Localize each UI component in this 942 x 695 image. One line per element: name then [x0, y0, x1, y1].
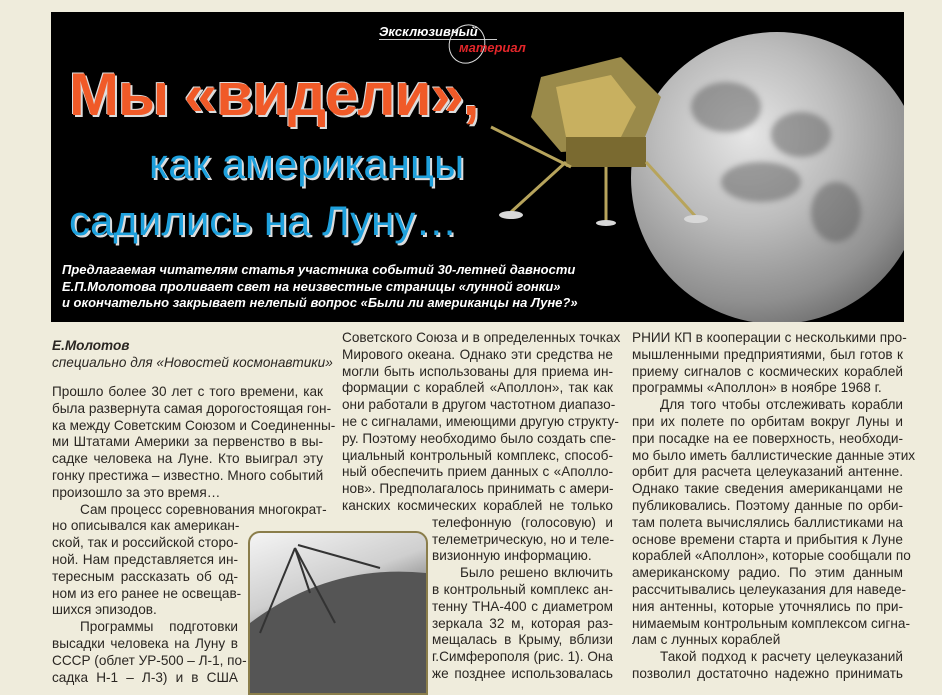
- text-line: Прошло более 30 лет с того времени, как: [52, 384, 323, 399]
- text-line: позволил достаточно надежно принимать: [632, 665, 903, 681]
- text-line: шихся эпизодов.: [52, 602, 157, 618]
- text-line: они работали в другом частотном диапазо-: [342, 397, 616, 413]
- text-line: Советского Союза и в определенных точках: [342, 330, 621, 345]
- text-line: тенну ТНА-400 с диаметром: [432, 598, 613, 614]
- text-line: Однако такие сведения американцами не: [632, 481, 903, 497]
- text-line: но описывался как американ-: [52, 518, 240, 534]
- text-line: Было решено включить: [460, 565, 613, 581]
- text-line: садка Н-1 – Л-3) и в США: [52, 669, 238, 685]
- text-line: тересным рассказать об од-: [52, 568, 238, 584]
- antenna-icon: [250, 533, 426, 693]
- text-line: РНИИ КП в кооперации с несколькими про-: [632, 330, 907, 345]
- text-line: зеркала 32 м, которая раз-: [432, 615, 613, 631]
- text-line: ния антенны, которые уточнялись по при-: [632, 598, 903, 614]
- text-line: произошло за это время…: [52, 484, 221, 500]
- text-line: мышленными предприятиями, был готов к: [632, 346, 903, 362]
- text-line: мещалась в Крыму, вблизи: [432, 632, 613, 648]
- text-line: основе времени старта и прибытия к Луне: [632, 531, 903, 547]
- badge-word-1: Эксклюзивный: [379, 24, 478, 39]
- text-line: была развернута самая дорогостоящая гон-: [52, 400, 332, 416]
- text-line: гонку престижа – известно. Много событий: [52, 467, 324, 483]
- text-line: Мирового океана. Однако эти средства не: [342, 346, 613, 362]
- text-line: формации с кораблей «Аполлон», так как: [342, 380, 613, 396]
- text-line: Для того чтобы отслеживать корабли: [660, 397, 903, 413]
- text-line: же позднее использовалась: [432, 665, 613, 681]
- text-line: при посадке на ее поверхность, необходи-: [632, 430, 903, 446]
- text-line: мо было иметь баллистические данные этих: [632, 447, 916, 463]
- text-line: не с сигналами, имеющими другую структу-: [342, 413, 619, 429]
- text-line: визионную информацию.: [432, 548, 592, 564]
- byline: [52, 337, 333, 371]
- exclusive-badge: [379, 20, 539, 60]
- text-line: в контрольный комплекс ан-: [432, 581, 613, 597]
- text-column-3: [632, 330, 916, 683]
- lead-paragraph: [62, 262, 578, 312]
- text-line: кораблей «Аполлон», которые сообщали по: [632, 548, 911, 564]
- text-line: телефонную (голосовую) и: [432, 514, 613, 530]
- text-line: ка между Советским Союзом и Соединенны-: [52, 417, 336, 433]
- title-line-2: как американцы: [149, 140, 465, 187]
- lead-line: и окончательно закрывает нелепый вопрос «Были ли американцы на Луне?»: [62, 295, 578, 310]
- text-line: ный обеспечить прием данных с «Аполло-: [342, 464, 613, 480]
- text-line: рассчитывались целеуказания для наведе-: [632, 581, 907, 597]
- lunar-module-image: [471, 37, 711, 227]
- title-line-3: садились на Луну…: [69, 197, 458, 244]
- text-line: Сам процесс соревнования многократ-: [80, 501, 327, 517]
- text-line: г.Симферополя (рис. 1). Она: [432, 649, 613, 665]
- badge-word-2: материал: [459, 40, 526, 55]
- text-line: телеметрическую, но и теле-: [432, 531, 615, 547]
- antenna-photo: [248, 531, 428, 695]
- author-name: Е.Молотов: [52, 338, 130, 353]
- text-line: Такой подход к расчету целеуказаний: [660, 649, 903, 665]
- text-line: высадки человека на Луну в: [52, 635, 238, 651]
- text-line: могли быть использованы для приема ин-: [342, 363, 613, 379]
- text-line: Программы подготовки: [80, 619, 238, 635]
- text-line: орбит для расчета целеуказаний антенне.: [632, 464, 903, 480]
- text-line: приему сигналов с космических кораблей: [632, 363, 903, 379]
- text-line: публиковались. Поэтому данные по орби-: [632, 497, 903, 513]
- text-line: канских космических кораблей не только: [342, 497, 613, 513]
- text-line: циальный контрольный комплекс, способ-: [342, 447, 613, 463]
- title-line-1: Мы «видели»,: [69, 61, 479, 128]
- text-line: ру. Поэтому необходимо было создать спе-: [342, 430, 616, 446]
- header-banner: [51, 12, 904, 322]
- text-line: ми Штатами Америки за первенство в вы-: [52, 434, 323, 450]
- text-line: нов». Предполагалось принимать с амери-: [342, 481, 614, 497]
- text-line: при их полете по орбитам вокруг Луны и: [632, 413, 903, 429]
- text-line: СССР (облет УР-500 – Л-1, по-: [52, 652, 247, 668]
- text-line: американскому радио. По этим данным: [632, 565, 903, 581]
- text-line: ной. Нам представляется ин-: [52, 551, 238, 567]
- text-line: лам с лунных кораблей: [632, 632, 781, 648]
- text-line: садке человека на Луне. Кто выиграл эту: [52, 451, 323, 467]
- author-note: специально для «Новостей космонавтики»: [52, 355, 333, 370]
- text-line: ской, так и российской сторо-: [52, 535, 239, 551]
- text-line: нимаемым контрольным комплексом сигна-: [632, 615, 910, 631]
- lead-line: Е.П.Молотова проливает свет на неизвестные страницы «лунной гонки»: [62, 278, 561, 294]
- text-line: ном из его ранее не освещав-: [52, 585, 242, 601]
- text-line: программы «Аполлон» в ноябре 1968 г.: [632, 380, 882, 396]
- text-line: там полета вычислялись баллистиками на: [632, 514, 903, 530]
- lead-line: Предлагаемая читателям статья участника событий 30-летней давности: [62, 262, 576, 277]
